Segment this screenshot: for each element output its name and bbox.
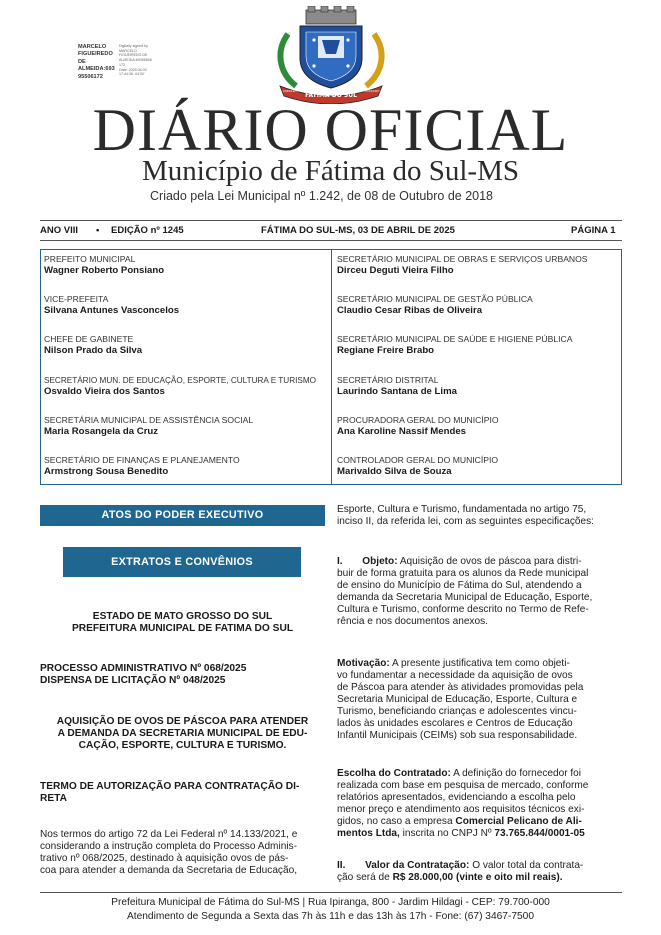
subject-heading: AQUISIÇÃO DE OVOS DE PÁSCOA PARA ATENDER A DEMANDA DA SECRETARIA MUNICIPAL DE EDU- CAÇÃO, ESPORTE, CULTURA E TURISMO.	[56, 716, 309, 751]
directory-entry	[44, 254, 329, 277]
directory-role: PREFEITO MUNICIPAL	[44, 254, 136, 264]
directory-person: Claudio Cesar Ribas de Oliveira	[337, 305, 483, 316]
term-heading: TERMO DE AUTORIZAÇÃO PARA CONTRATAÇÃO DI- RETA	[40, 781, 300, 804]
directory-person: Regiane Freire Brabo	[337, 345, 435, 356]
digital-signature-signer: MARCELO FIGUEIREDO DE ALMEIDA:693 95506172	[78, 44, 115, 80]
directory-entry	[337, 415, 622, 438]
issue-place-date: FÁTIMA DO SUL-MS, 03 DE ABRIL DE 2025	[261, 225, 455, 236]
crest-right-date: 19/03/1963	[364, 90, 380, 93]
municipal-crest-icon	[266, 6, 396, 104]
issue-page: PÁGINA 1	[571, 225, 616, 236]
directory-entry	[44, 294, 329, 317]
directory-person: Wagner Roberto Ponsiano	[44, 265, 165, 276]
directory-role: SECRETÁRIO DE FINANÇAS E PLANEJAMENTO	[44, 455, 240, 465]
officials-directory-divider	[331, 249, 332, 485]
directory-person: Armstrong Sousa Benedito	[44, 466, 169, 477]
continuation-paragraph: Esporte, Cultura e Turismo, fundamentada no artigo 75, inciso II, da referida lei, com as seguintes especificações:	[337, 504, 594, 527]
issue-year: ANO VIII	[40, 225, 79, 236]
section-bar-executive-acts: ATOS DO PODER EXECUTIVO	[40, 505, 325, 526]
issue-bar-top-rule	[40, 220, 622, 221]
masthead-title: DIÁRIO OFICIAL	[92, 97, 569, 163]
directory-entry	[44, 415, 329, 438]
directory-role: CHEFE DE GABINETE	[44, 334, 134, 344]
footer-address: Prefeitura Municipal de Fátima do Sul-MS | Rua Ipiranga, 800 - Jardim Hildagi - CEP: 79.700-000	[111, 897, 550, 908]
directory-role: VICE-PREFEITA	[44, 294, 109, 304]
directory-person: Dirceu Deguti Vieira Filho	[337, 265, 454, 276]
motivation-paragraph: Motivação: A presente justificativa tem como objeti- vo fundamentar a necessidade da aquisição de ovos de Páscoa para atender às atividades promovidas pela Secretaria Municipal de Educação, Esporte, Cultura e Turismo, beneficiando crianças e adolescentes vincu- lados às unidades escolares e Centros de Educação Infantil Municipais (CEIMs) sob sua responsabilidade.	[337, 658, 584, 741]
directory-person: Silvana Antunes Vasconcelos	[44, 305, 180, 316]
directory-person: Marivaldo Silva de Souza	[337, 466, 452, 477]
directory-entry	[44, 334, 329, 357]
footer-rule	[40, 892, 622, 893]
creation-law-note: Criado pela Lei Municipal nº 1.242, de 08 de Outubro de 2018	[150, 189, 493, 203]
object-paragraph: I. Objeto: Aquisição de ovos de páscoa para distri- buir de forma gratuita para os alunos da Rede municipal de ensino do Município de Fátima do Sul, atendendo a demanda da Secretaria Municipal de Educação, Esporte, Cultura e Turismo, conforme descrito no Termo de Refe- rência e nos documentos anexos.	[337, 556, 593, 627]
directory-person: Osvaldo Vieira dos Santos	[44, 386, 165, 397]
directory-entry	[337, 375, 622, 398]
issue-bar-bottom-rule	[40, 240, 622, 241]
crest-banner-text: FÁTIMA DO SUL	[305, 92, 357, 99]
directory-role: SECRETÁRIA MUNICIPAL DE ASSISTÊNCIA SOCIAL	[44, 415, 254, 425]
issue-edition: EDIÇÃO nº 1245	[111, 225, 184, 236]
section-bar-extracts: EXTRATOS E CONVÊNIOS	[63, 547, 301, 577]
process-heading: PROCESSO ADMINISTRATIVO Nº 068/2025 DISPENSA DE LICITAÇÃO Nº 048/2025	[40, 663, 247, 686]
directory-entry	[337, 254, 622, 277]
directory-role: SECRETÁRIO MUNICIPAL DE GESTÃO PÚBLICA	[337, 294, 533, 304]
directory-role: CONTROLADOR GERAL DO MUNICÍPIO	[337, 455, 499, 465]
intro-paragraph: Nos termos do artigo 72 da Lei Federal nº 14.133/2021, e considerando a instrução completa do Processo Adminis- trativo nº 068/2025, destinado à aquisição ovos de pás- coa para atender a demanda da Secretaria de Educação,	[40, 829, 298, 876]
directory-person: Ana Karoline Nassif Mendes	[337, 426, 467, 437]
directory-role: SECRETÁRIO MUN. DE EDUCAÇÃO, ESPORTE, CULTURA E TURISMO	[44, 376, 317, 385]
directory-entry	[44, 455, 329, 478]
contract-value-paragraph: II. Valor da Contratação: O valor total da contrata- ção será de R$ 28.000,00 (vinte e oito mil reais).	[337, 860, 584, 883]
directory-person: Nilson Prado da Silva	[44, 345, 143, 356]
directory-role: PROCURADORA GERAL DO MUNICÍPIO	[337, 415, 499, 425]
contractor-choice-paragraph: Escolha do Contratado: A definição do fornecedor foi realizada com base em pesquisa de mercado, conforme relatórios apresentados, evidenciando a escolha pelo menor preço e atendimento aos requisitos técnicos exi- gidos, no caso a empresa Comercial Pelicano de Ali- mentos Ltda, inscrita no CNPJ Nº 73.765.844/0001-05	[337, 768, 589, 839]
crest-left-date: 19/03/1963	[282, 90, 298, 93]
directory-entry	[337, 294, 622, 317]
directory-role: SECRETÁRIO DISTRITAL	[337, 375, 439, 385]
directory-entry	[337, 455, 622, 478]
footer-hours: Atendimento de Segunda a Sexta das 7h às 11h e das 13h às 17h - Fone: (67) 3467-7500	[126, 911, 535, 922]
directory-role: SECRETÁRIO MUNICIPAL DE SAÚDE E HIGIENE PÚBLICA	[337, 334, 573, 344]
directory-person: Laurindo Santana de Lima	[337, 386, 457, 397]
issue-bullet: •	[96, 225, 100, 236]
directory-entry	[44, 375, 329, 398]
directory-person: Maria Rosangela da Cruz	[44, 426, 159, 437]
digital-signature-details: Digitally signed by MARCELO FIGUEIREDO DE ALMEIDA:69395506 172 Date: 2025.04.03 17:44:36 -04'00'	[119, 44, 152, 77]
directory-entry	[337, 334, 622, 357]
directory-role: SECRETÁRIO MUNICIPAL DE OBRAS E SERVIÇOS URBANOS	[337, 254, 588, 264]
masthead-subtitle: Município de Fátima do Sul-MS	[142, 155, 519, 187]
state-heading: ESTADO DE MATO GROSSO DO SUL PREFEITURA MUNICIPAL DE FATIMA DO SUL	[71, 611, 294, 634]
